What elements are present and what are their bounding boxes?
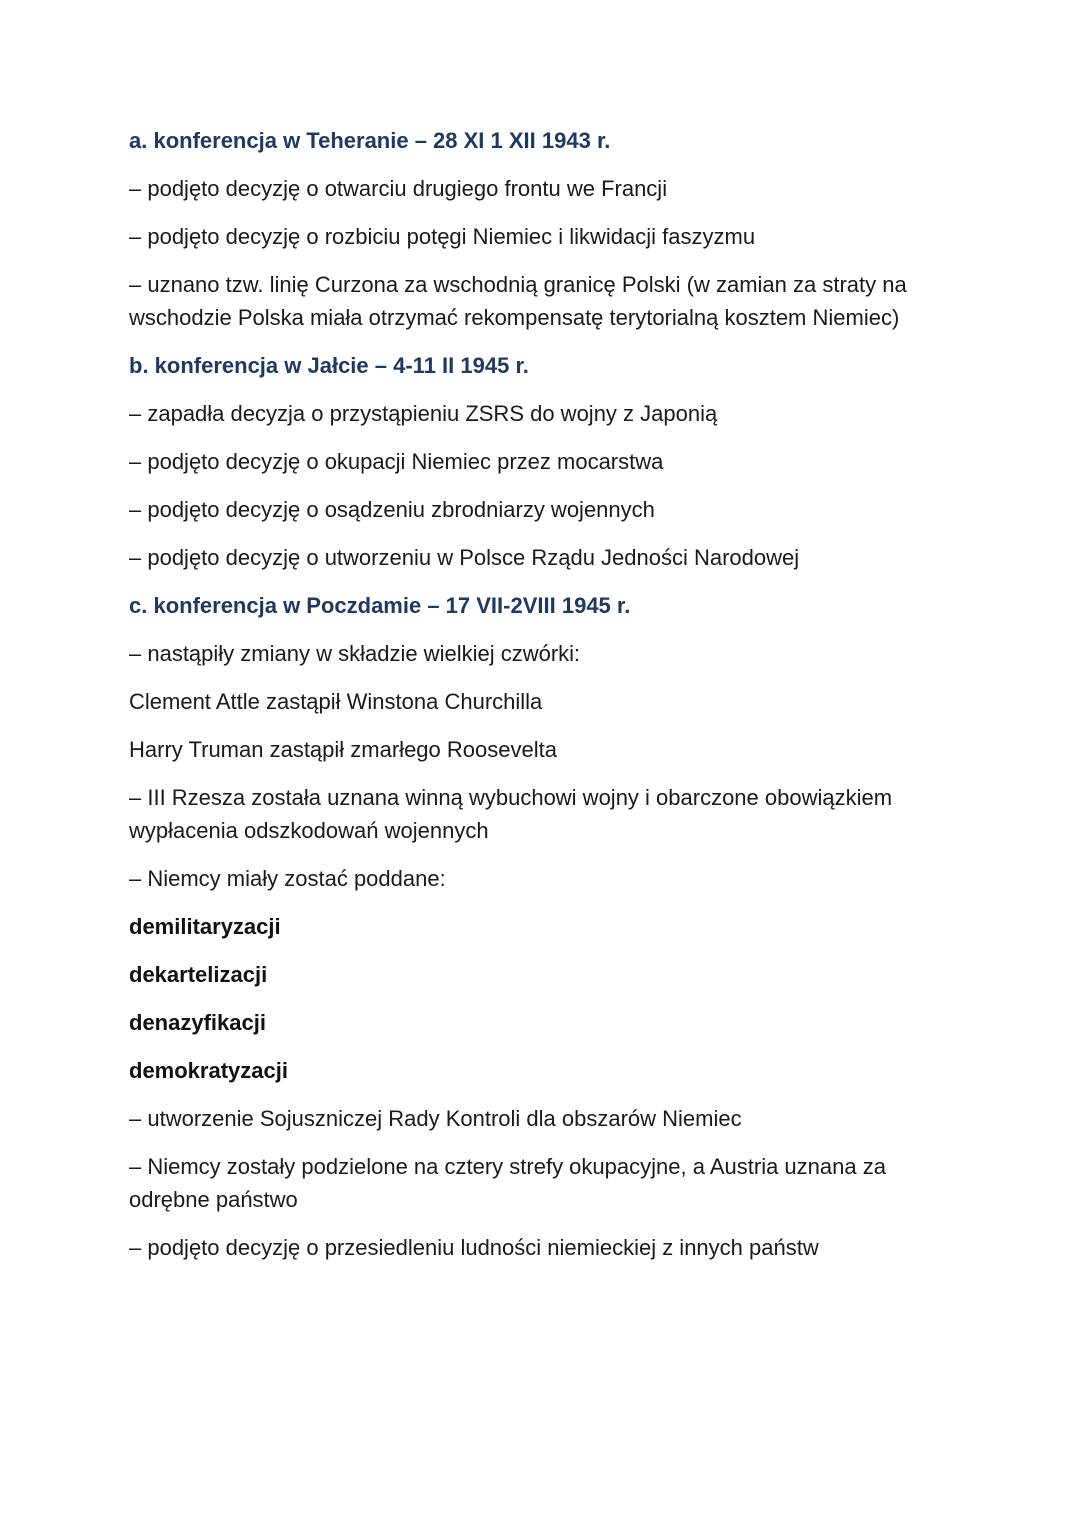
list-item: – podjęto decyzję o przesiedleniu ludności niemieckiej z innych państw [129, 1235, 819, 1260]
list-item: – podjęto decyzję o osądzeniu zbrodniarzy wojennych [129, 497, 655, 522]
list-item: – podjęto decyzję o otwarciu drugiego frontu we Francji [129, 176, 668, 201]
list-item: – nastąpiły zmiany w składzie wielkiej czwórki: [129, 641, 581, 666]
list-item: – podjęto decyzję o rozbiciu potęgi Niemiec i likwidacji faszyzmu [129, 224, 756, 249]
list-item: Harry Truman zastąpił zmarłego Roosevelta [129, 737, 557, 762]
list-item: – podjęto decyzję o utworzeniu w Polsce Rządu Jedności Narodowej [129, 545, 800, 570]
list-item: – uznano tzw. linię Curzona za wschodnią granicę Polski (w zamian za straty na wschodzie Polska miała otrzymać rekompensatę terytorialną kosztem Niemiec) [129, 272, 907, 330]
list-item: – Niemcy miały zostać poddane: [129, 866, 446, 891]
bold-term: dekartelizacji [129, 962, 268, 987]
document-content [129, 124, 959, 1279]
list-item: – podjęto decyzję o okupacji Niemiec przez mocarstwa [129, 449, 664, 474]
list-item: – zapadła decyzja o przystąpieniu ZSRS do wojny z Japonią [129, 401, 718, 426]
bold-term: denazyfikacji [129, 1010, 266, 1035]
bold-term: demilitaryzacji [129, 914, 281, 939]
bold-term: demokratyzacji [129, 1058, 288, 1083]
section-heading-jalta: b. konferencja w Jałcie – 4-11 II 1945 r. [129, 353, 529, 378]
list-item: – III Rzesza została uznana winną wybuchowi wojny i obarczone obowiązkiem wypłacenia odszkodowań wojennych [129, 785, 893, 843]
list-item: – Niemcy zostały podzielone na cztery strefy okupacyjne, a Austria uznana za odrębne państwo [129, 1154, 886, 1212]
section-heading-teheran: a. konferencja w Teheranie – 28 XI 1 XII 1943 r. [129, 128, 611, 153]
list-item: – utworzenie Sojuszniczej Rady Kontroli dla obszarów Niemiec [129, 1106, 742, 1131]
section-heading-poczdam: c. konferencja w Poczdamie – 17 VII-2VIII 1945 r. [129, 593, 631, 618]
list-item: Clement Attle zastąpił Winstona Churchilla [129, 689, 543, 714]
